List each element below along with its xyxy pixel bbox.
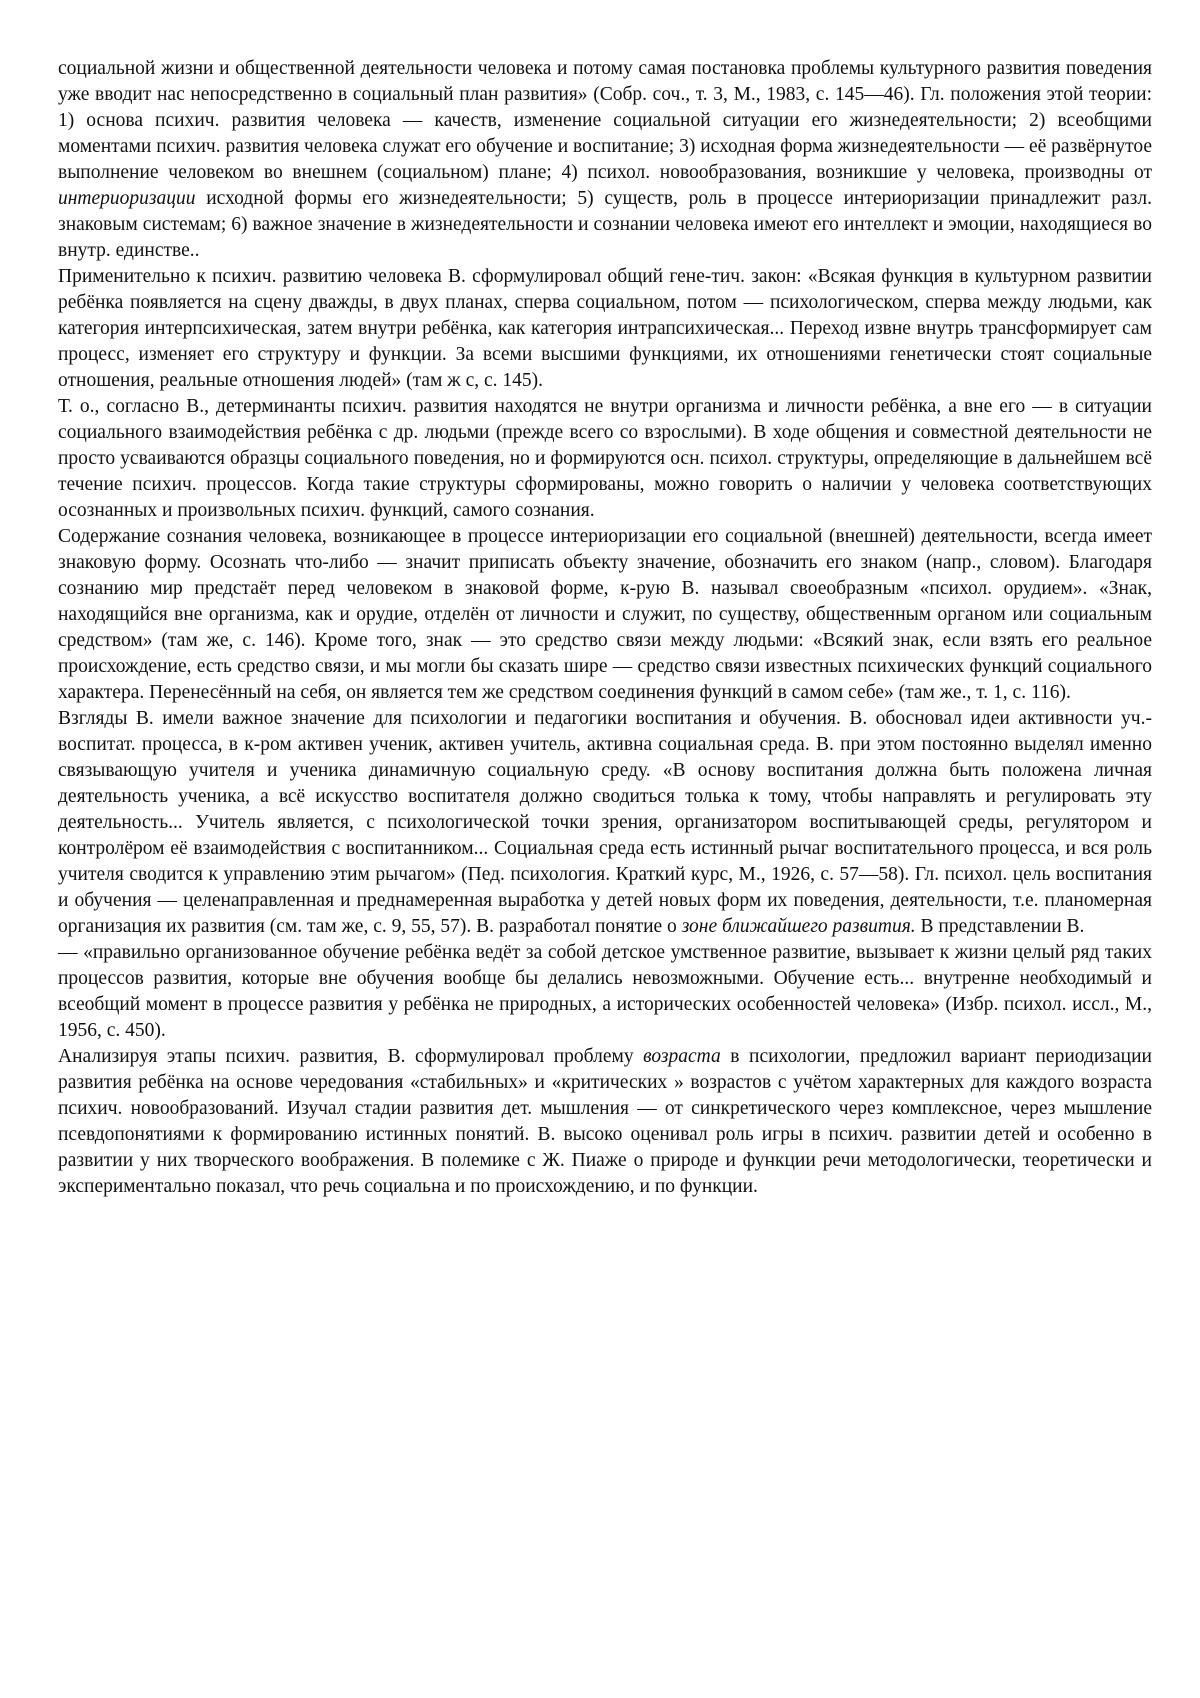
text-span: В представлении В.: [915, 916, 1085, 937]
text-span: Анализируя этапы психич. развития, В. сформулировал проблему: [58, 1046, 644, 1067]
paragraph-4: [58, 524, 1152, 706]
text-span: исходной формы его жизнедеятельности; 5) существ, роль в процессе интериоризации принадлежит разл. знаковым системам; 6) важное значение в жизнедеятельности и сознании человека имеют его интеллект и эмоции, находящиеся во внутр. единстве..: [58, 188, 1152, 261]
text-span: Т. о., согласно В., детерминанты психич. развития находятся не внутри организма и личности ребёнка, а вне его — в ситуации социального взаимодействия ребёнка с др. людьми (прежде всего со взрослыми). В ходе общения и совместной деятельности не просто усваиваются образцы социального поведения, но и формируются осн. психол. структуры, определяющие в дальнейшем всё течение психич. процессов. Когда такие структуры сформированы, можно говорить о наличии у человека соответствующих осознанных и произвольных психич. функций, самого сознания.: [58, 396, 1152, 521]
paragraph-1: [58, 56, 1152, 264]
text-span: Применительно к психич. развитию человека В. сформулировал общий гене-тич. закон: «Всякая функция в культурном развитии ребёнка появляется на сцену дважды, в двух планах, сперва социальном, потом — психологическом, сперва между людьми, как категория интерпсихическая, затем внутри ребёнка, как категория интрапсихическая... Переход извне внутрь трансформирует сам процесс, изменяет его структуру и функции. За всеми высшими функциями, их отношениями генетически стоят социальные отношения, реальные отношения людей» (там ж с, с. 145).: [58, 266, 1152, 391]
paragraph-3: [58, 394, 1152, 524]
italic-term: интериоризации: [58, 188, 196, 209]
text-span: в психологии, предложил вариант периодизации развития ребёнка на основе чередования «стабильных» и «критических » возрастов с учётом характерных для каждого возраста психич. новообразований. Изучал стадии развития дет. мышления — от синкретического через комплексное, через мышление псевдопонятиями к формированию истинных понятий. В. высоко оценивал роль игры в психич. развитии детей и особенно в развитии у них творческого воображения. В полемике с Ж. Пиаже о природе и функции речи методологически, теоретически и экспериментально показал, что речь социальна и по происхождению, и по функции.: [58, 1046, 1152, 1197]
paragraph-6: [58, 940, 1152, 1044]
italic-term: возраста: [643, 1046, 721, 1067]
text-span: — «правильно организованное обучение ребёнка ведёт за собой детское умственное развитие, вызывает к жизни целый ряд таких процессов развития, которые вне обучения вообще бы делались невозможными. Обучение есть... внутренне необходимый и всеобщий момент в процессе развития у ребёнка не природных, а исторических особенностей человека» (Избр. психол. иссл., М., 1956, с. 450).: [58, 942, 1152, 1041]
text-span: социальной жизни и общественной деятельности человека и потому самая постановка проблемы культурного развития поведения уже вводит нас непосредственно в социальный план развития» (Собр. соч., т. 3, М., 1983, с. 145—46). Гл. положения этой теории: 1) основа психич. развития человека — качеств, изменение социальной ситуации его жизнедеятельности; 2) всеобщими моментами психич. развития человека служат его обучение и воспитание; 3) исходная форма жизнедеятельности — её развёрнутое выполнение человеком во внешнем (социальном) плане; 4) психол. новообразования, возникшие у человека, производны от: [58, 58, 1152, 183]
paragraph-7: [58, 1044, 1152, 1200]
paragraph-5: [58, 706, 1152, 940]
text-span: Взгляды В. имели важное значение для психологии и педагогики воспитания и обучения. В. обосновал идеи активности уч.-воспитат. процесса, в к-ром активен ученик, активен учитель, активна социальная среда. В. при этом постоянно выделял именно связывающую учителя и ученика динамичную социальную среду. «В основу воспитания должна быть положена личная деятельность ученика, а всё искусство воспитателя должно сводиться толька к тому, чтобы направлять и регулировать эту деятельность... Учитель является, с психологической точки зрения, организатором воспитывающей среды, регулятором и контролёром её взаимодействия с воспитанником... Социальная среда есть истинный рычаг воспитательного процесса, и вся роль учителя сводится к управлению этим рычагом» (Пед. психология. Краткий курс, М., 1926, с. 57—58). Гл. психол. цель воспитания и обучения — целенаправленная и преднамеренная выработка у детей новых форм их поведения, деятельности, т.е. планомерная организация их развития (см. там же, с. 9, 55, 57). В. разработал понятие о: [58, 708, 1152, 937]
italic-term: зоне ближайшего развития.: [681, 916, 916, 937]
paragraph-2: [58, 264, 1152, 394]
text-span: Содержание сознания человека, возникающее в процессе интериоризации его социальной (внешней) деятельности, всегда имеет знаковую форму. Осознать что-либо — значит приписать объекту значение, обозначить его знаком (напр., словом). Благодаря сознанию мир предстаёт перед человеком в знаковой форме, к-рую В. называл своеобразным «психол. орудием». «Знак, находящийся вне организма, как и орудие, отделён от личности и служит, по существу, общественным органом или социальным средством» (там же, с. 146). Кроме того, знак — это средство связи между людьми: «Всякий знак, если взять его реальное происхождение, есть средство связи, и мы могли бы сказать шире — средство связи известных психических функций социального характера. Перенесённый на себя, он является тем же средством соединения функций в самом себе» (там же., т. 1, с. 116).: [58, 526, 1152, 703]
document-page: [58, 56, 1152, 1200]
